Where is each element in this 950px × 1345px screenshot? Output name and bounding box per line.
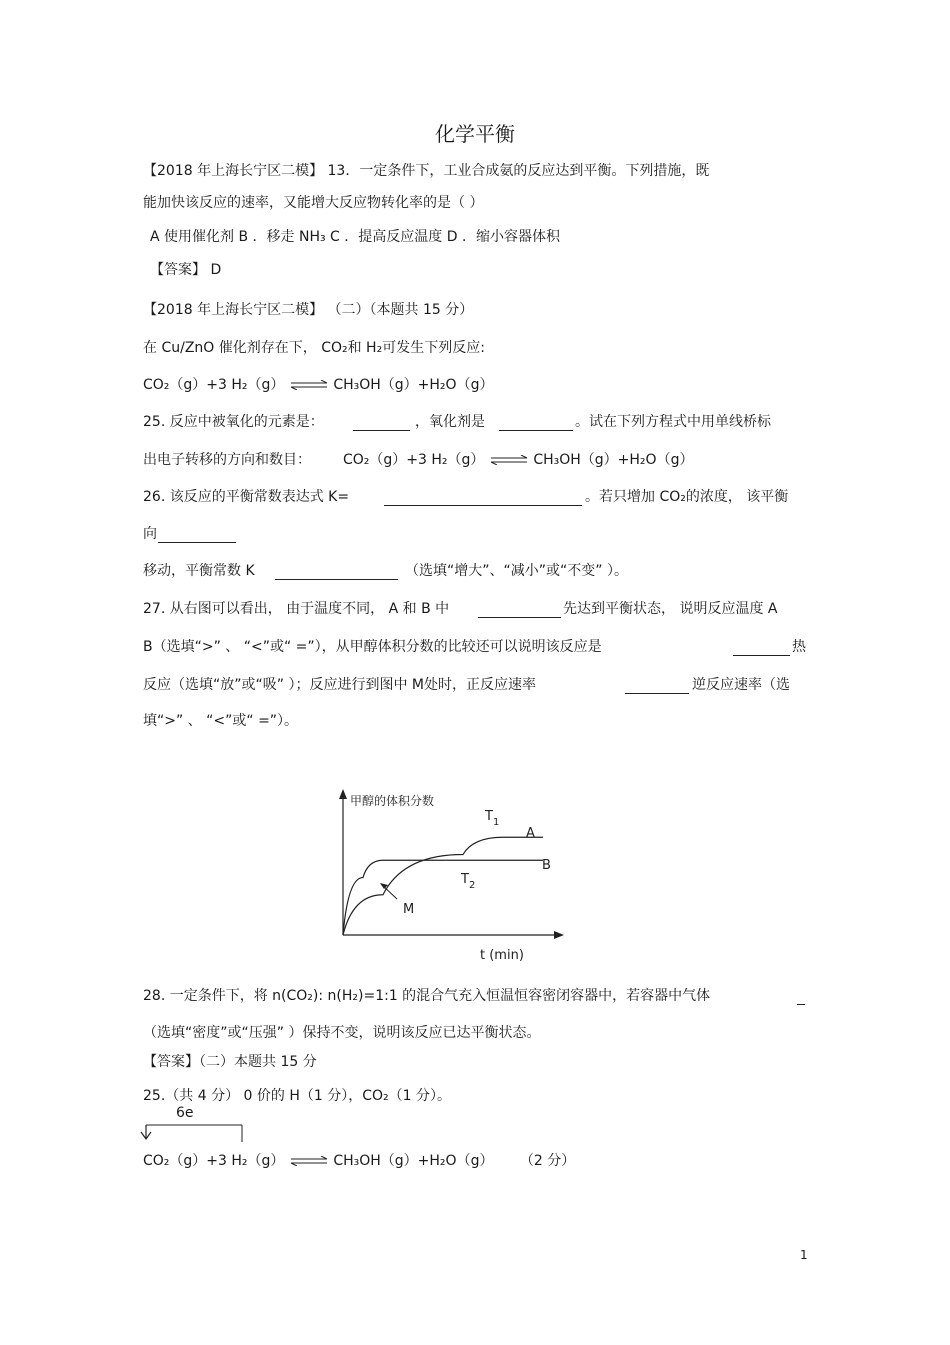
q25-blank-2[interactable] bbox=[499, 430, 573, 431]
y-axis-arrow-icon bbox=[339, 789, 347, 799]
q25-equation bbox=[343, 451, 693, 469]
q27-text-d: 热 bbox=[792, 639, 806, 655]
series-a-label: A bbox=[526, 826, 535, 841]
equation-right: CH₃OH（g）+H₂O（g） bbox=[333, 377, 494, 393]
score: （2 分） bbox=[519, 1153, 576, 1169]
q27-text-c: B（选填“>” 、 “<”或“ =”），从甲醇体积分数的比较还可以说明该反应是 bbox=[143, 639, 602, 655]
equation-right: CH₃OH（g）+H₂O（g） bbox=[533, 452, 694, 468]
q27-text-e: 反应（选填“放”或“吸” ）；反应进行到图中 M处时，正反应速率 bbox=[143, 677, 536, 693]
series-a-line bbox=[343, 837, 543, 935]
x-axis-arrow-icon bbox=[554, 931, 564, 939]
page-title: 化学平衡 bbox=[435, 122, 515, 146]
part2-intro: 在 Cu/ZnO 催化剂存在下， CO₂和 H₂可发生下列反应: bbox=[143, 340, 485, 356]
methanol-chart bbox=[330, 785, 580, 970]
q25-blank-1[interactable] bbox=[353, 430, 410, 431]
equilibrium-arrow-icon bbox=[489, 455, 529, 465]
q25-text-d: 出电子转移的方向和数目： bbox=[143, 452, 311, 468]
q26-blank-direction[interactable] bbox=[158, 542, 236, 543]
answer2-header: 【答案】（二）本题共 15 分 bbox=[143, 1054, 317, 1070]
q13-line1: 【2018 年上海长宁区二模】 13．一定条件下，工业合成氨的反应达到平衡。下列措施，既 bbox=[143, 163, 710, 179]
q26-text-c: 向 bbox=[143, 526, 157, 542]
q26-text-d: 移动，平衡常数 K bbox=[143, 563, 255, 579]
series-b-line bbox=[343, 860, 543, 935]
series-b-temp-label: $T_2$ bbox=[461, 872, 476, 891]
q25-text-a: 25. 反应中被氧化的元素是： bbox=[143, 414, 324, 430]
equation-right: CH₃OH（g）+H₂O（g） bbox=[333, 1153, 494, 1169]
q27-blank-1[interactable] bbox=[478, 617, 561, 618]
q27-text-f: 逆反应速率（选 bbox=[692, 677, 790, 693]
series-a-temp-label: $T_1$ bbox=[485, 809, 500, 828]
reaction-equation bbox=[143, 376, 493, 394]
q27-text-a: 27. 从右图可以看出， 由于温度不同， A 和 B 中 bbox=[143, 601, 450, 617]
q28-blank[interactable] bbox=[797, 1004, 805, 1005]
q13-options: A 使用催化剂 B ．移走 NH₃ C ．提高反应温度 D ．缩小容器体积 bbox=[150, 229, 560, 245]
q28-text-a: 28. 一定条件下，将 n(CO₂): n(H₂)=1:1 的混合气充入恒温恒容密闭容器中，若容器中气体 bbox=[143, 988, 711, 1004]
electron-transfer-bridge bbox=[138, 1122, 248, 1144]
part2-header: 【2018 年上海长宁区二模】 （二）（本题共 15 分） bbox=[143, 302, 474, 318]
equation-left: CO₂（g）+3 H₂（g） bbox=[143, 1153, 285, 1169]
q27-blank-2[interactable] bbox=[733, 655, 790, 656]
y-axis-label: 甲醇的体积分数 bbox=[350, 794, 435, 808]
equation-left: CO₂（g）+3 H₂（g） bbox=[343, 452, 485, 468]
q26-text-e: （选填“增大”、“减小”或“不变” ）。 bbox=[405, 563, 628, 579]
q27-text-g: 填“>” 、 “<”或“ =”）。 bbox=[143, 713, 299, 729]
q13-line2: 能加快该反应的速率，又能增大反应物转化率的是（ ） bbox=[143, 195, 484, 211]
q27-text-b: 先达到平衡状态， 说明反应温度 A bbox=[563, 601, 778, 617]
q26-blank-k[interactable] bbox=[384, 505, 582, 506]
q13-answer: 【答案】 D bbox=[150, 262, 222, 278]
q26-text-b: 。若只增加 CO₂的浓度， 该平衡 bbox=[585, 489, 789, 505]
equation-left: CO₂（g）+3 H₂（g） bbox=[143, 377, 285, 393]
q25-text-b: ，氧化剂是 bbox=[415, 414, 485, 430]
series-b-label: B bbox=[542, 858, 551, 873]
x-axis-label: t (min) bbox=[480, 948, 524, 963]
answer2-q25: 25.（共 4 分） 0 价的 H（1 分），CO₂（1 分）。 bbox=[143, 1088, 451, 1104]
q25-text-c: 。试在下列方程式中用单线桥标 bbox=[575, 414, 771, 430]
q28-text-b: （选填“密度”或“压强” ）保持不变，说明该反应已达平衡状态。 bbox=[143, 1025, 541, 1041]
q27-blank-3[interactable] bbox=[625, 693, 689, 694]
equilibrium-arrow-icon bbox=[289, 380, 329, 390]
electron-count: 6e bbox=[176, 1105, 194, 1121]
q26-text-a: 26. 该反应的平衡常数表达式 K= bbox=[143, 489, 350, 505]
equilibrium-arrow-icon bbox=[289, 1156, 329, 1166]
answer-equation bbox=[143, 1152, 575, 1170]
point-m-label: M bbox=[403, 902, 415, 917]
page-number: 1 bbox=[800, 1248, 808, 1262]
q26-blank-constant[interactable] bbox=[275, 579, 398, 580]
